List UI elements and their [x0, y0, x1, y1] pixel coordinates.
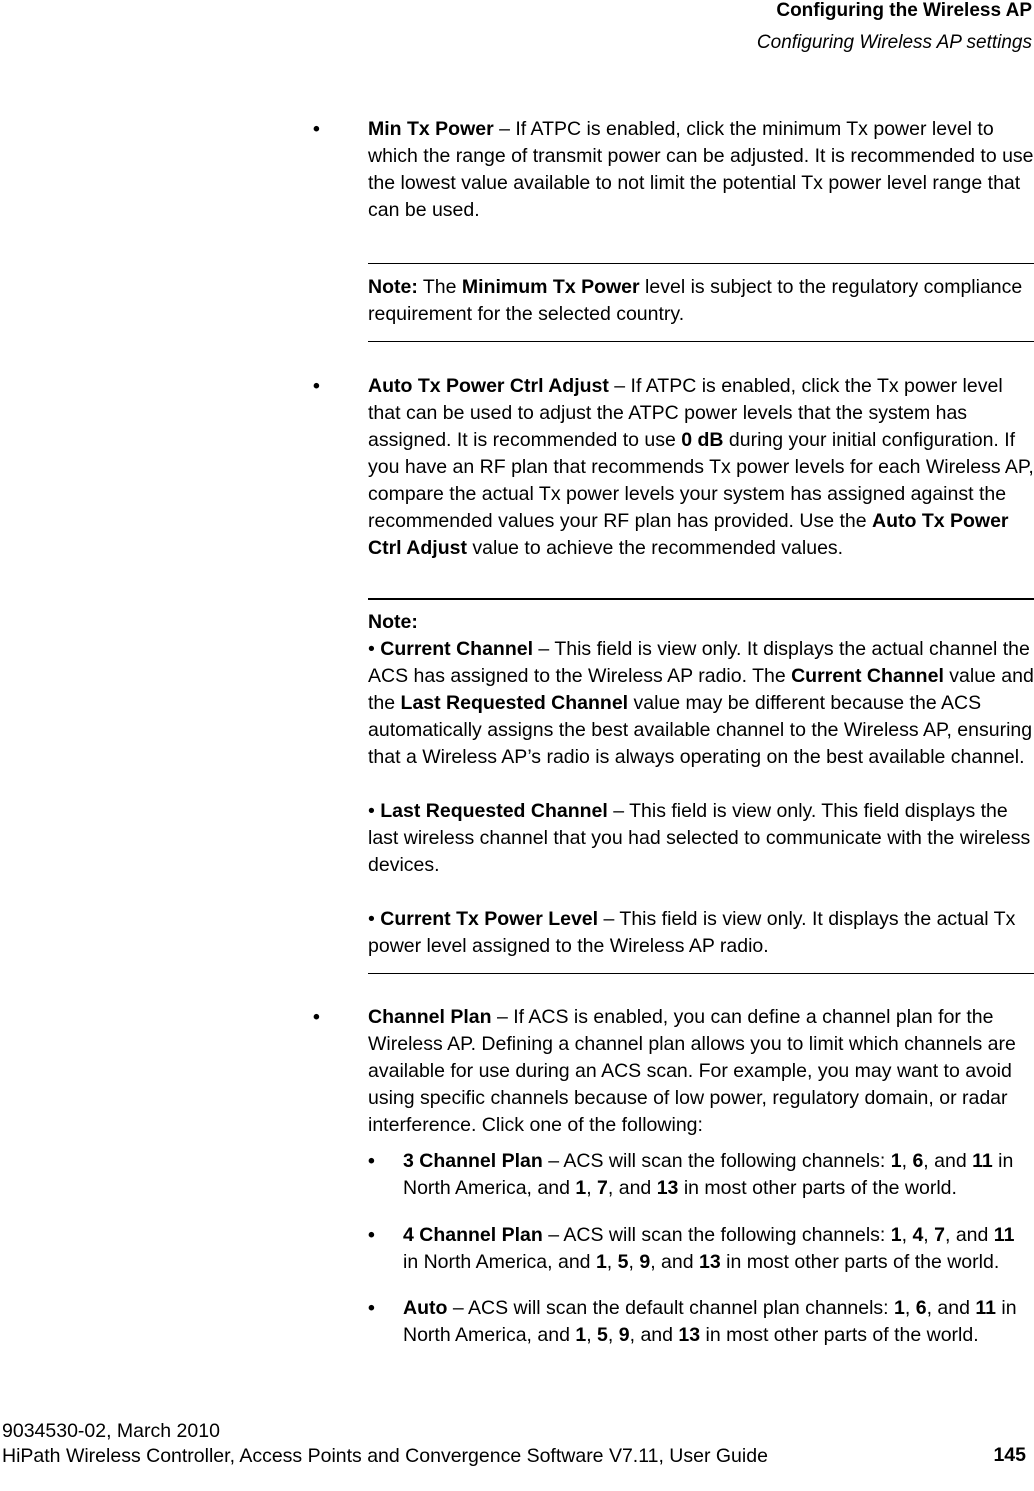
note-item-current-channel: • Current Channel – This field is view only. It displays the actual channel the ACS has assigned to the Wireless AP radio. The Current Channel value and the Last Requested Channel value may be different because the ACS automatically assigns the best available channel to the Wireless AP, ensuring that a Wireless AP’s radio is always operating on the best available channel.	[368, 638, 1034, 768]
term-channel-plan: Channel Plan	[368, 1006, 492, 1028]
page-content	[313, 116, 1034, 1369]
running-header-subtitle: Configuring Wireless AP settings	[756, 32, 1032, 53]
bullet-icon: •	[368, 1297, 375, 1319]
page-number: 145	[993, 1444, 1026, 1466]
note-label: Note:	[368, 276, 418, 298]
bullet-channel-plan: • Channel Plan – If ACS is enabled, you can define a channel plan for the Wireless AP. Defining a channel plan allows you to limit which channels are available for use during an ACS scan. For example, you may want to avoid using specific channels because of low power, regulatory domain, or radar interference. Click one of the following:	[313, 1006, 1016, 1136]
bullet-icon: •	[368, 908, 381, 930]
note-minimum-tx-power	[368, 263, 1034, 342]
term-auto-tx-power-ctrl-adjust-ref: Auto Tx Power Ctrl Adjust	[368, 510, 1009, 559]
footer-doc-title: HiPath Wireless Controller, Access Points and Convergence Software V7.11, User Guide	[2, 1445, 768, 1467]
bullet-icon: •	[368, 1150, 375, 1172]
running-header-title: Configuring the Wireless AP	[776, 0, 1032, 21]
page-footer	[2, 1419, 768, 1469]
min-tx-power-description: – If ATPC is enabled, click the minimum Tx power level to which the range of transmit power can be adjusted. It is recommended to use the lowest value available to not limit the potential Tx power level range that can be used.	[368, 118, 1034, 221]
bullet-icon: •	[368, 638, 381, 660]
term-current-tx-power-level: Current Tx Power Level	[380, 908, 599, 930]
option-4-channel-plan: • 4 Channel Plan – ACS will scan the following channels: 1, 4, 7, and 11 in North America, and 1, 5, 9, and 13 in most other parts of the world.	[368, 1223, 1015, 1273]
bullet-auto-tx-power-ctrl-adjust: • Auto Tx Power Ctrl Adjust – If ATPC is enabled, click the Tx power level that can be used to adjust the ATPC power levels that the system has assigned. It is recommended to use 0 dB during your initial configuration. If you have an RF plan that recommends Tx power levels for each Wireless AP, compare the actual Tx power levels your system has assigned against the recommended values your RF plan has provided. Use the Auto Tx Power Ctrl Adjust value to achieve the recommended values.	[313, 375, 1034, 559]
note-body: Note: The Minimum Tx Power level is subject to the regulatory compliance requirement for the selected country.	[368, 276, 1023, 325]
note-label: Note:	[368, 611, 418, 633]
footer-doc-id: 9034530-02, March 2010	[2, 1420, 220, 1442]
bullet-icon: •	[313, 375, 320, 397]
bullet-icon: •	[368, 1223, 375, 1246]
term-min-tx-power: Min Tx Power	[368, 118, 494, 140]
bullet-icon: •	[368, 800, 381, 822]
term-auto-tx-power-ctrl-adjust: Auto Tx Power Ctrl Adjust	[368, 375, 609, 397]
term-current-channel: Current Channel	[380, 638, 534, 660]
option-3-channel-plan: • 3 Channel Plan – ACS will scan the following channels: 1, 6, and 11 in North America, and 1, 7, and 13 in most other parts of the world.	[368, 1150, 1014, 1199]
option-auto: • Auto – ACS will scan the default channel plan channels: 1, 6, and 11 in North America, and 1, 5, 9, and 13 in most other parts of the world.	[368, 1297, 1017, 1346]
note-item-current-tx-power-level: • Current Tx Power Level – This field is view only. It displays the actual Tx power level assigned to the Wireless AP radio.	[368, 908, 1016, 957]
note-item-last-requested-channel: • Last Requested Channel – This field is view only. This field displays the last wireless channel that you had selected to communicate with the wireless devices.	[368, 800, 1031, 876]
bullet-icon: •	[313, 118, 320, 140]
note-channel-fields	[368, 598, 1034, 974]
bullet-min-tx-power	[313, 116, 1034, 224]
bullet-icon: •	[313, 1006, 320, 1028]
term-last-requested-channel: Last Requested Channel	[380, 800, 608, 822]
value-0-db: 0 dB	[681, 429, 724, 451]
term-minimum-tx-power: Minimum Tx Power	[461, 276, 640, 298]
